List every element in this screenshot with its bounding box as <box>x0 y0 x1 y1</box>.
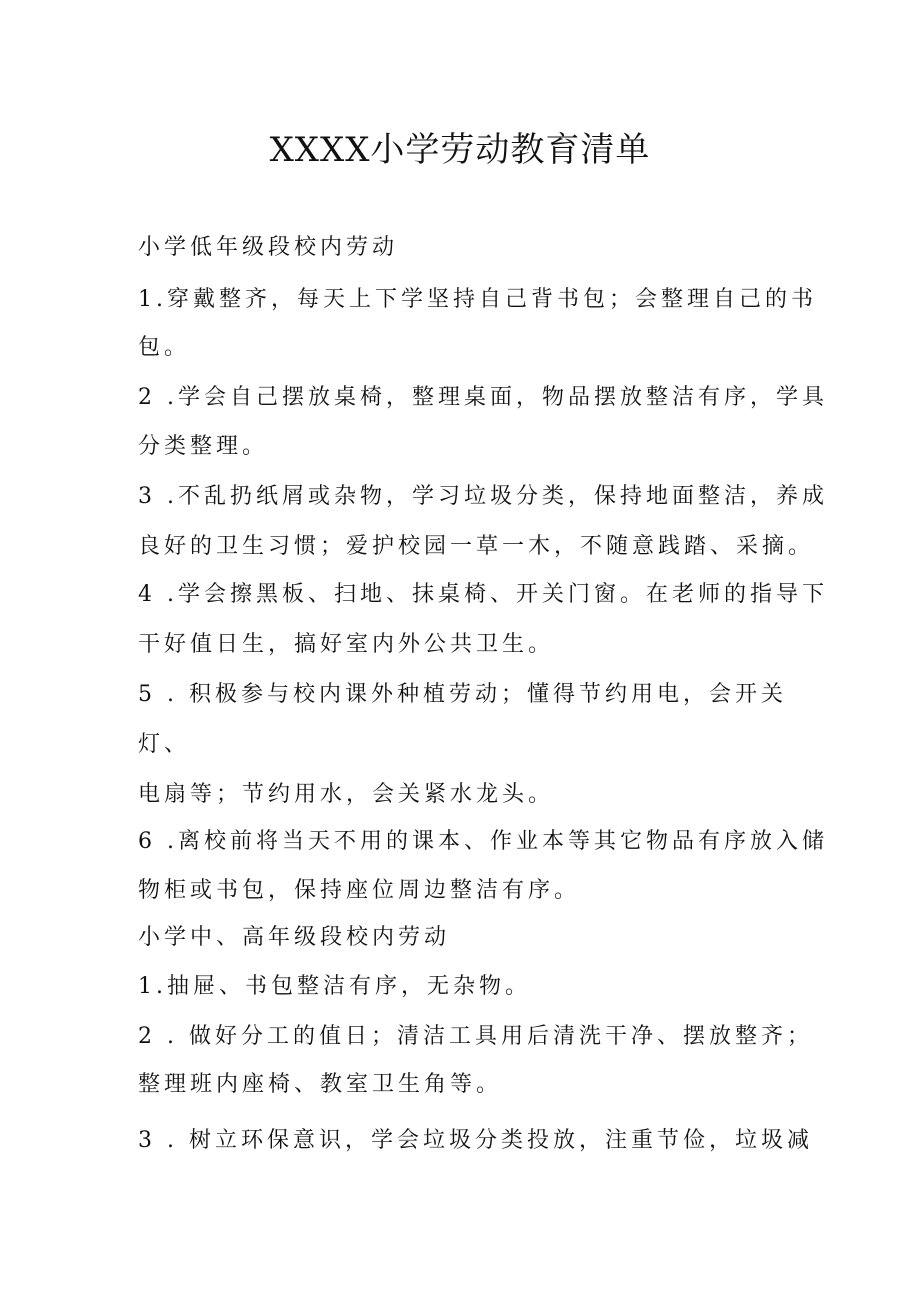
paragraph-line: 物柜或书包，保持座位周边整洁有序。 <box>138 878 581 903</box>
paragraph-line: 良好的卫生习惯；爱护校园一草一木，不随意践踏、采摘。 <box>138 534 815 559</box>
paragraph-line: 3 . 树立环保意识，学会垃圾分类投放，注重节俭，垃圾减 <box>138 1128 813 1153</box>
paragraph-line: 1.穿戴整齐，每天上下学坚持自己背书包；会整理自己的书 <box>138 287 817 312</box>
section-heading-lower-grades: 小学低年级段校内劳动 <box>138 235 399 260</box>
paragraph-line: 5 . 积极参与校内课外种植劳动；懂得节约用电，会开关 <box>138 682 787 707</box>
paragraph-line: 4 .学会擦黑板、扫地、抹桌椅、开关门窗。在老师的指导下 <box>138 582 828 607</box>
section-heading-upper-grades: 小学中、高年级段校内劳动 <box>138 925 451 950</box>
paragraph-line: 灯、 <box>138 732 191 757</box>
paragraph-line: 1.抽屉、书包整洁有序，无杂物。 <box>138 974 531 999</box>
paragraph-line: 3 .不乱扔纸屑或杂物，学习垃圾分类，保持地面整洁，养成 <box>138 484 828 509</box>
paragraph-line: 2 . 做好分工的值日；清洁工具用后清洗干净、摆放整齐； <box>138 1024 813 1049</box>
paragraph-line: 6 .离校前将当天不用的课本、作业本等其它物品有序放入储 <box>138 829 828 854</box>
paragraph-line: 整理班内座椅、教室卫生角等。 <box>138 1072 503 1097</box>
paragraph-line: 2 .学会自己摆放桌椅，整理桌面，物品摆放整洁有序，学具 <box>138 385 828 410</box>
paragraph-line: 分类整理。 <box>138 434 269 459</box>
paragraph-line: 干好值日生，搞好室内外公共卫生。 <box>138 632 555 657</box>
paragraph-line: 电扇等；节约用水，会关紧水龙头。 <box>138 782 555 807</box>
paragraph-line: 包。 <box>138 335 191 360</box>
document-title: XXXX小学劳动教育清单 <box>269 130 651 170</box>
